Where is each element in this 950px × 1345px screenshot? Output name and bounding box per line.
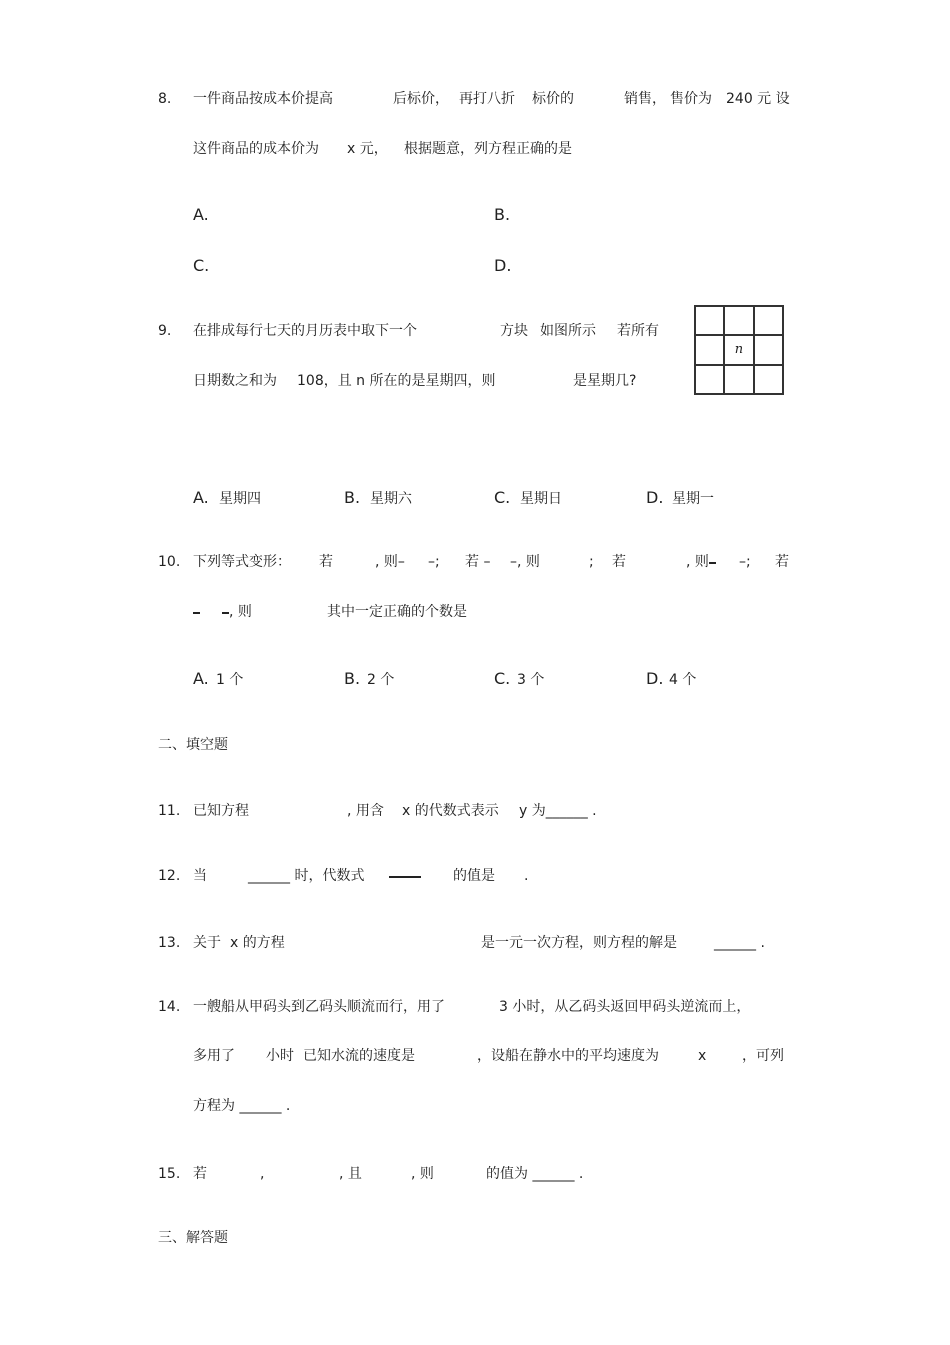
option-c-text: 3 个 — [517, 672, 545, 688]
question-text: 一件商品按成本价提高 — [193, 91, 333, 107]
fraction-bar — [709, 562, 716, 564]
question-number: 14. — [158, 999, 181, 1015]
option-a: A. — [193, 488, 209, 507]
question-text: 多用了 — [193, 1048, 235, 1064]
question-text: ，设船在静水中的平均速度为 — [477, 1048, 659, 1064]
question-text: ______ 时，代数式 — [248, 868, 365, 884]
question-text: 方块 — [500, 323, 528, 339]
question-number: 11. — [158, 803, 181, 819]
question-text: 240 元 设 — [726, 91, 790, 107]
grid-cell — [695, 365, 724, 394]
question-text: , 则 — [229, 604, 252, 620]
question-text: x — [698, 1048, 707, 1064]
question-text: 当 — [193, 868, 207, 884]
option-c: C. — [494, 669, 511, 688]
question-number: 12. — [158, 868, 181, 884]
question-text: 是一元一次方程，则方程的解是 — [481, 935, 677, 951]
question-text: 108，且 n 所在的是星期四，则 — [297, 373, 496, 389]
fraction-bar — [389, 876, 421, 878]
option-d: D. — [646, 488, 664, 507]
question-text: ______ . — [714, 935, 765, 951]
grid-cell — [724, 306, 753, 335]
question-text: 下列等式变形： — [193, 554, 291, 570]
question-text: , 用含 — [347, 803, 384, 819]
question-text: 若 — [775, 554, 789, 570]
question-text: 若 – — [465, 554, 491, 570]
question-text: 小时 — [266, 1048, 294, 1064]
grid-cell — [754, 335, 783, 364]
question-text: 若 — [612, 554, 626, 570]
question-text: 已知方程 — [193, 803, 249, 819]
question-text: 标价的 — [532, 91, 574, 107]
question-text: 如图所示 — [540, 323, 596, 339]
question-text: –, 则 — [510, 554, 540, 570]
question-text: 再打八折 — [459, 91, 515, 107]
question-text: 在排成每行七天的月历表中取下一个 — [193, 323, 417, 339]
question-number: 8. — [158, 91, 172, 107]
option-a: A. — [193, 669, 209, 688]
question-text: 一艘船从甲码头到乙码头顺流而行，用了 — [193, 999, 445, 1015]
grid-cell — [754, 306, 783, 335]
question-text: ，可列 — [742, 1048, 784, 1064]
option-c: C. — [494, 488, 511, 507]
grid-cell — [724, 365, 753, 394]
question-text: 方程为 ______ . — [193, 1098, 291, 1114]
question-text: –; — [739, 554, 751, 570]
question-text: 的值是 — [453, 868, 495, 884]
question-text: 后标价， — [393, 91, 449, 107]
question-text: , 则– — [375, 554, 405, 570]
question-text: , 且 — [339, 1166, 362, 1182]
grid-cell — [695, 306, 724, 335]
section-heading: 二、填空题 — [158, 737, 228, 753]
option-b: B. — [494, 205, 511, 224]
question-text: x 的方程 — [230, 935, 285, 951]
question-text: y 为______ . — [519, 803, 597, 819]
question-text: ; — [589, 554, 594, 570]
question-text: . — [524, 868, 529, 884]
question-text: 销售， — [624, 91, 666, 107]
fraction-bar — [193, 612, 200, 614]
option-c-text: 星期日 — [520, 491, 562, 507]
option-b: B. — [344, 488, 361, 507]
option-b-text: 2 个 — [367, 672, 395, 688]
option-c: C. — [193, 256, 210, 275]
question-text: 根据题意，列方程正确的是 — [404, 141, 572, 157]
option-d-text: 4 个 — [669, 672, 697, 688]
option-d: D. — [494, 256, 512, 275]
option-a: A. — [193, 205, 209, 224]
option-d: D. — [646, 669, 664, 688]
grid-cell — [754, 365, 783, 394]
question-text: 若 — [193, 1166, 207, 1182]
question-text: 关于 — [193, 935, 221, 951]
question-text: 若所有 — [617, 323, 659, 339]
question-text: , 则 — [686, 554, 709, 570]
question-text: 若 — [319, 554, 333, 570]
question-text: x 的代数式表示 — [402, 803, 499, 819]
option-d-text: 星期一 — [672, 491, 714, 507]
calendar-grid-figure — [694, 305, 784, 395]
option-b-text: 星期六 — [370, 491, 412, 507]
option-a-text: 1 个 — [216, 672, 244, 688]
question-text: x 元， — [347, 141, 388, 157]
question-text: 已知水流的速度是 — [303, 1048, 415, 1064]
question-text: , 则 — [411, 1166, 434, 1182]
question-number: 13. — [158, 935, 181, 951]
fraction-bar — [222, 612, 229, 614]
question-text: –; — [428, 554, 440, 570]
question-text: 这件商品的成本价为 — [193, 141, 319, 157]
section-heading: 三、解答题 — [158, 1230, 228, 1246]
question-number: 9. — [158, 323, 172, 339]
question-text: 3 小时，从乙码头返回甲码头逆流而上， — [499, 999, 751, 1015]
question-number: 10. — [158, 554, 181, 570]
question-text: 其中一定正确的个数是 — [327, 604, 467, 620]
option-a-text: 星期四 — [219, 491, 261, 507]
question-text: 售价为 — [670, 91, 712, 107]
option-b: B. — [344, 669, 361, 688]
question-text: 是星期几? — [573, 373, 637, 389]
question-text: , — [260, 1166, 265, 1182]
question-text: 的值为 ______ . — [486, 1166, 584, 1182]
grid-cell — [695, 335, 724, 364]
question-text: 日期数之和为 — [193, 373, 277, 389]
grid-cell-n: n — [724, 335, 753, 364]
question-number: 15. — [158, 1166, 181, 1182]
